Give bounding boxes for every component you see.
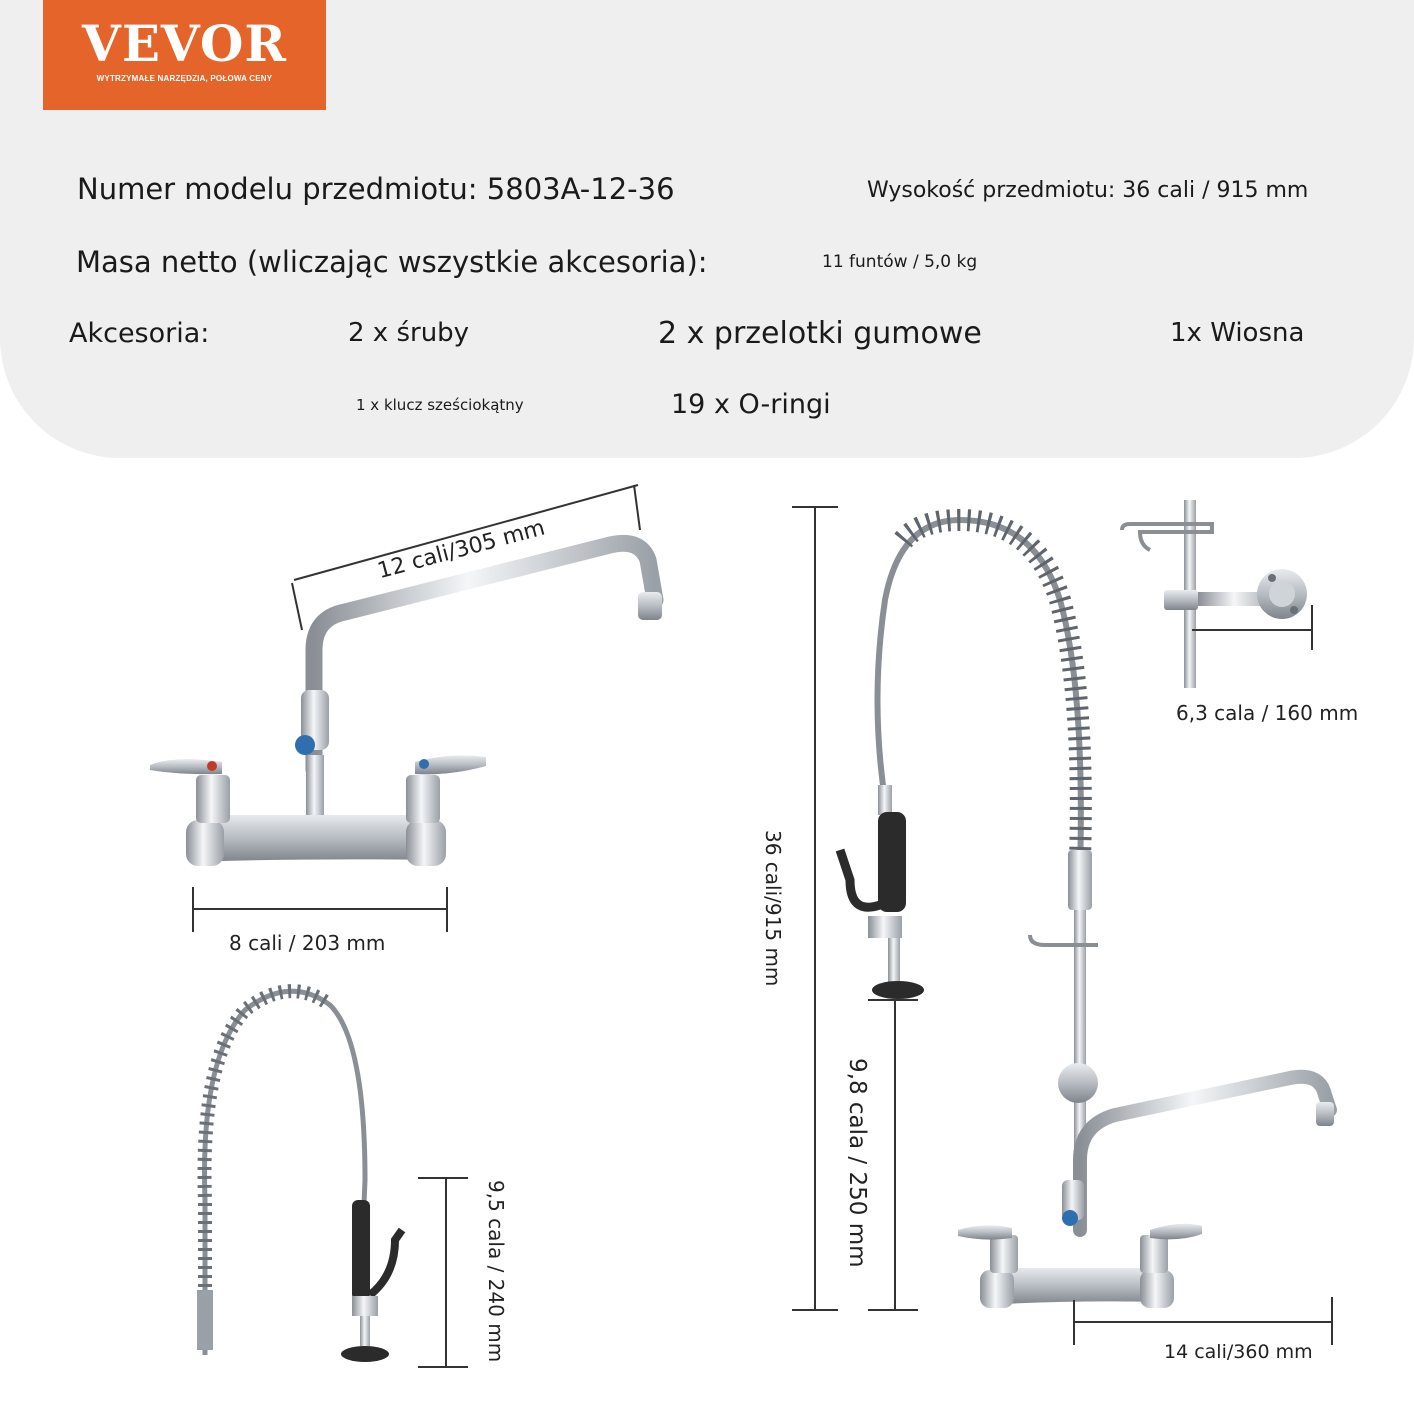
net-weight-value: 11 funtów / 5,0 kg <box>822 252 978 272</box>
accessory-item: 1x Wiosna <box>1170 318 1305 348</box>
spout-length-label: 12 cali/305 mm <box>375 515 548 585</box>
accessory-item: 1 x klucz sześciokątny <box>356 396 524 414</box>
accessory-item: 19 x O-ringi <box>671 389 831 420</box>
pre-rinse-unit-icon <box>792 507 1334 1345</box>
accessory-item: 2 x śruby <box>348 318 470 348</box>
spout-reach-label: 14 cali/360 mm <box>1164 1341 1313 1363</box>
bracket-depth-label: 6,3 cala / 160 mm <box>1176 701 1359 725</box>
net-weight-label: Masa netto (wliczając wszystkie akcesoria): <box>76 245 708 279</box>
logo-wordmark: VEVOR <box>82 14 287 73</box>
sprayer-drop-label: 9,8 cala / 250 mm <box>844 1058 870 1268</box>
accessories-label: Akcesoria: <box>69 318 210 349</box>
logo-tagline: WYTRZYMAŁE NARZĘDZIA, POŁOWA CENY <box>96 74 273 83</box>
sprayer-height-label: 9,5 cala / 240 mm <box>484 1180 508 1363</box>
total-height-label: 36 cali/915 mm <box>761 830 785 987</box>
wall-bracket-icon <box>1122 500 1312 688</box>
model-number: Numer modelu przedmiotu: 5803A-12-36 <box>77 172 675 206</box>
pre-rinse-hose-icon <box>197 991 468 1367</box>
faucet-width-label: 8 cali / 203 mm <box>229 931 386 955</box>
item-height: Wysokość przedmiotu: 36 cali / 915 mm <box>867 178 1309 203</box>
accessory-item: 2 x przelotki gumowe <box>658 316 982 351</box>
